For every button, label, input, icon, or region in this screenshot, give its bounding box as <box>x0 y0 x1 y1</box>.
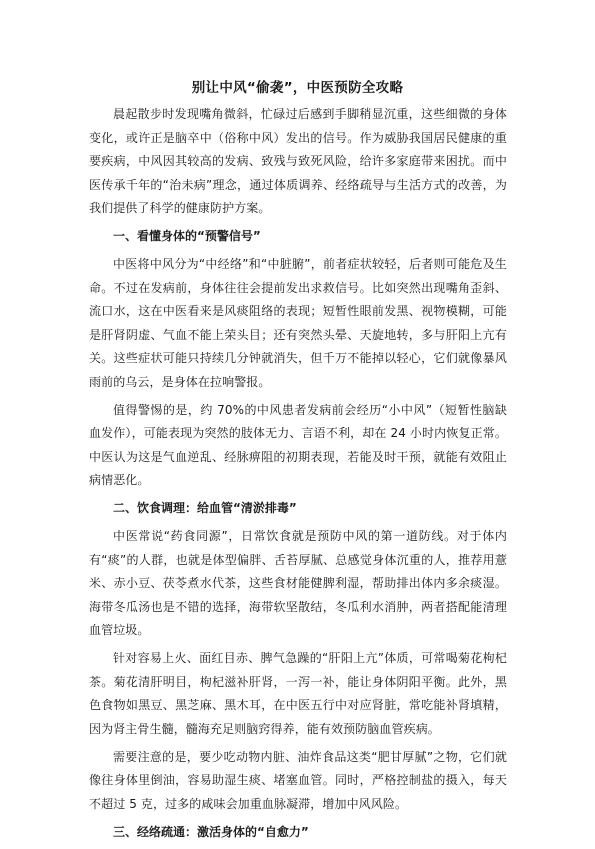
section-heading-meridians: 三、经络疏通：激活身体的“自愈力” <box>113 824 309 839</box>
paragraph-diet-2: 针对容易上火、面红目赤、脾气急躁的“肝阳上亢”体质，可常喝菊花枸杞茶。菊花清肝明目，枸杞滋补肝肾，一泻一补，能让身体阴阳平衡。此外，黑色食物如黑豆、黑芝麻、黑木耳，在中医五行中对应肾脏，常吃能补肾填精，因为肾主骨生髓，髓海充足则脑窍得养，能有效预防脑血管疾病。 <box>89 651 507 736</box>
document-body <box>89 103 507 849</box>
paragraph-diet-3: 需要注意的是，要少吃动物内脏、油炸食品这类“肥甘厚腻”之物，它们就像往身体里倒油，容易助湿生痰、堵塞血管。同时，严格控制盐的摄入，每天不超过 5 克，过多的咸味会加重血脉凝滞，增加中风风险。 <box>89 749 507 811</box>
section-heading-warning-signs: 一、看懂身体的“预警信号” <box>113 229 261 243</box>
paragraph-warning-signs-2: 值得警惕的是，约 70%的中风患者发病前会经历“小中风”（短暂性脑缺血发作），可能表现为突然的肢体无力、言语不利，却在 24 小时内恢复正常。中医认为这是气血逆乱、经脉痹阻的初期表现，若能及时干预，就能有效阻止病情恶化。 <box>89 402 507 487</box>
paragraph-diet-1: 中医常说“药食同源”，日常饮食就是预防中风的第一道防线。对于体内有“痰”的人群，也就是体型偏胖、舌苔厚腻、总感觉身体沉重的人，推荐用薏米、赤小豆、茯苓煮水代茶，这些食材能健脾利湿，帮助排出体内多余痰湿。海带冬瓜汤也是不错的选择，海带软坚散结，冬瓜利水消肿，两者搭配能清理血管垃圾。 <box>89 529 507 637</box>
document-title: 别让中风“偷袭”，中医预防全攻略 <box>191 80 404 96</box>
paragraph-warning-signs-1: 中医将中风分为“中经络”和“中脏腑”，前者症状较轻，后者则可能危及生命。不过在发病前，身体往往会提前发出求救信号。比如突然出现嘴角歪斜、流口水，这在中医看来是风痰阻络的表现；短暂性眼前发黑、视物模糊，可能是肝肾阴虚、气血不能上荣头目；还有突然头晕、天旋地转，多与肝阳上亢有关。这些症状可能只持续几分钟就消失，但千万不能掉以轻心，它们就像暴风雨前的乌云，是身体在拉响警报。 <box>89 257 507 389</box>
intro-paragraph: 晨起散步时发现嘴角微斜，忙碌过后感到手脚稍显沉重，这些细微的身体变化，或许正是脑卒中（俗称中风）发出的信号。作为威胁我国居民健康的重要疾病，中风因其较高的发病、致残与致死风险，给许多家庭带来困扰。而中医传承千年的“治未病”理念，通过体质调养、经络疏导与生活方式的改善，为我们提供了科学的健康防护方案。 <box>89 107 507 215</box>
section-heading-diet: 二、饮食调理：给血管“清淤排毒” <box>113 501 297 515</box>
